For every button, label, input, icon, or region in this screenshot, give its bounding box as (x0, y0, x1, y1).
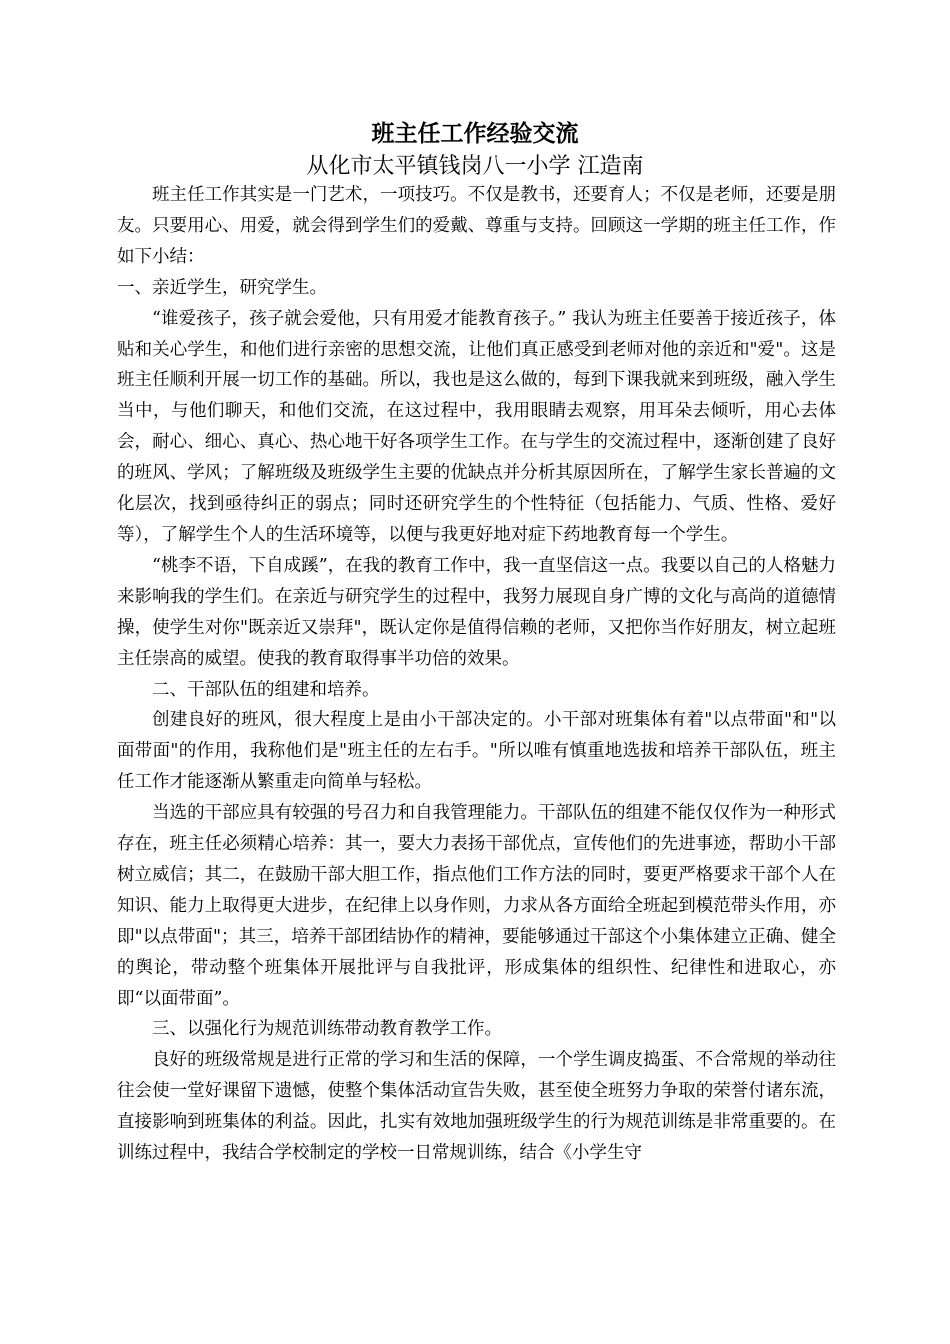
paragraph-cadre-training: 当选的干部应具有较强的号召力和自我管理能力。干部队伍的组建不能仅仅作为一种形式存在，班主任必须精心培养：其一，要大力表扬干部优点，宣传他们的先进事迹，帮助小干部树立威信；其二，在鼓励干部大胆工作，指点他们工作方法的同时，要更严格要求干部个人在知识、能力上取得更大进步，在纪律上以身作则，力求从各方面给全班起到模范带头作用，亦即"以点带面"；其三，培养干部团结协作的精神，要能够通过干部这个小集体建立正确、健全的舆论，带动整个班集体开展批评与自我批评，形成集体的组织性、纪律性和进取心，亦即“以面带面”。 (117, 803, 836, 1009)
paragraph-charisma: “桃李不语，下自成蹊”，在我的教育工作中，我一直坚信这一点。我要以自己的人格魅力来影响我的学生们。在亲近与研究学生的过程中，我努力展现自身广博的文化与高尚的道德情操，使学生对你"既亲近又崇拜"，既认定你是值得信赖的老师，又把你当作好朋友，树立起班主任崇高的威望。使我的教育取得事半功倍的效果。 (117, 555, 836, 669)
section-heading-1: 一、亲近学生，研究学生。 (117, 277, 327, 298)
document-author: 从化市太平镇钱岗八一小学 江造南 (306, 154, 644, 179)
paragraph-love: “谁爱孩子，孩子就会爱他，只有用爱才能教育孩子。” 我认为班主任要善于接近孩子，体贴和关心学生，和他们进行亲密的思想交流，让他们真正感受到老师对他的亲近和"爱"。这是班主任顺利开展一切工作的基础。所以，我也是这么做的，每到下课我就来到班级，融入学生当中，与他们聊天，和他们交流，在这过程中，我用眼睛去观察，用耳朵去倾听，用心去体会，耐心、细心、真心、热心地干好各项学生工作。在与学生的交流过程中，逐渐创建了良好的班风、学风；了解班级及班级学生主要的优缺点并分析其原因所在，了解学生家长普遍的文化层次，找到亟待纠正的弱点；同时还研究学生的个性特征（包括能力、气质、性格、爱好等），了解学生个人的生活环境等，以便与我更好地对症下药地教育每一个学生。 (117, 308, 836, 545)
document-title: 班主任工作经验交流 (371, 120, 579, 147)
paragraph-cadres: 创建良好的班风，很大程度上是由小干部决定的。小干部对班集体有着"以点带面"和"以面带面"的作用，我称他们是"班主任的左右手。"所以唯有慎重地选拔和培养干部队伍，班主任工作才能逐渐从繁重走向简单与轻松。 (117, 710, 836, 793)
paragraph-intro: 班主任工作其实是一门艺术，一项技巧。不仅是教书，还要育人；不仅是老师，还要是朋友。只要用心、用爱，就会得到学生们的爱戴、尊重与支持。回顾这一学期的班主任工作，作如下小结： (117, 185, 836, 267)
document-body (117, 180, 836, 1169)
section-heading-3: 三、以强化行为规范训练带动教育教学工作。 (152, 1019, 502, 1040)
paragraph-behavior: 良好的班级常规是进行正常的学习和生活的保障，一个学生调皮捣蛋、不合常规的举动往往会使一堂好课留下遗憾，使整个集体活动宣告失败，甚至使全班努力争取的荣誉付诸东流，直接影响到班集体的利益。因此，扎实有效地加强班级学生的行为规范训练是非常重要的。在训练过程中，我结合学校制定的学校一日常规训练，结合《小学生守 (117, 1050, 836, 1164)
section-heading-2: 二、干部队伍的组建和培养。 (152, 679, 380, 700)
